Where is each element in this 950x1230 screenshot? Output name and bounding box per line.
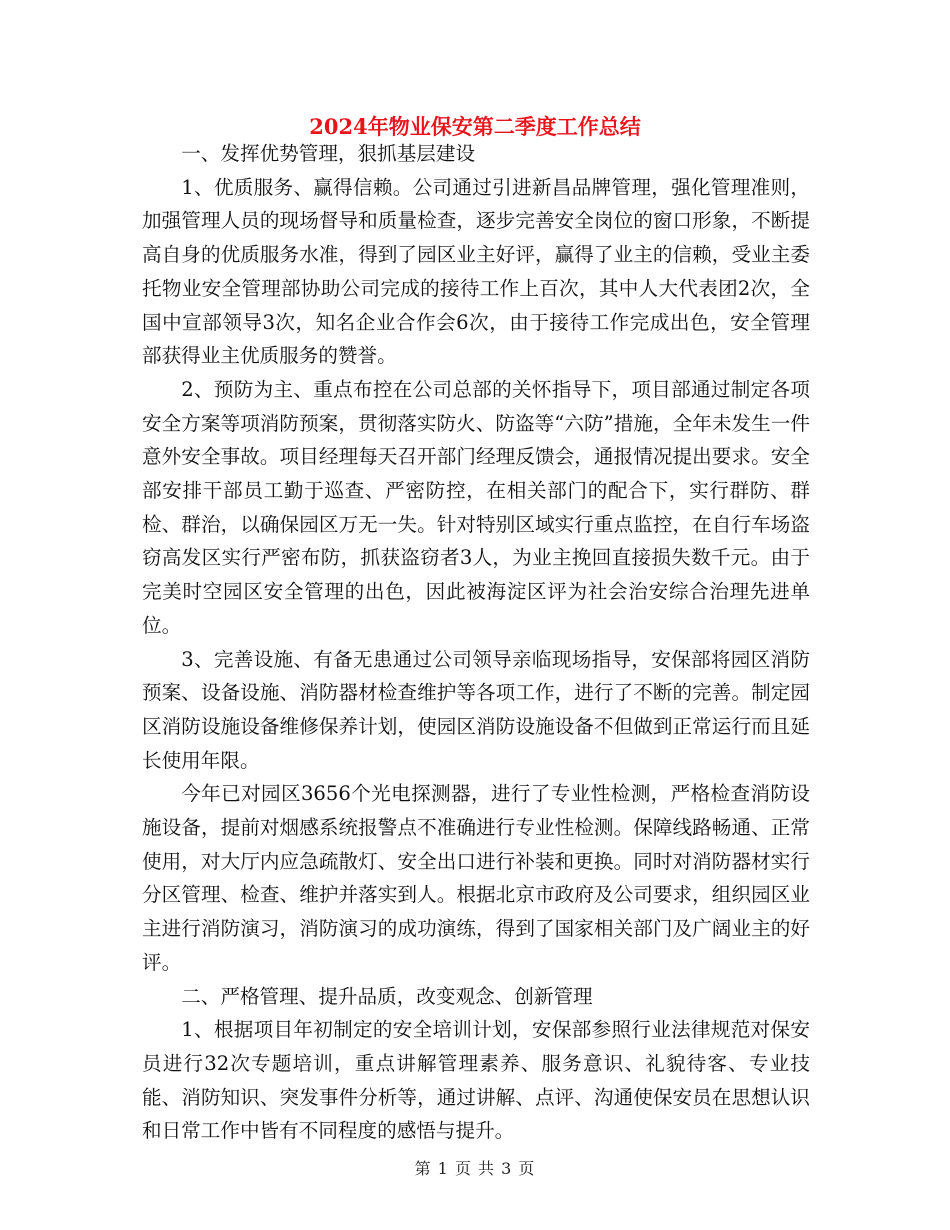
- paragraph-detectors: 今年已对园区3656个光电探测器，进行了专业性检测，严格检查消防设施设备，提前对烟感系统报警点不准确进行专业性检测。保障线路畅通、正常使用，对大厅内应急疏散灯、安全出口进行补装和更换。同时对消防器材实行分区管理、检查、维护并落实到人。根据北京市政府及公司要求，组织园区业主进行消防演习，消防演习的成功演练，得到了国家相关部门及广阔业主的好评。: [142, 782, 810, 974]
- paragraph-facilities: 3、完善设施、有备无患通过公司领导亲临现场指导，安保部将园区消防预案、设备设施、消防器材检查维护等各项工作，进行了不断的完善。制定园区消防设施设备维修保养计划，使园区消防设施设备不但做到正常运行而且延长使用年限。: [142, 647, 810, 772]
- document-title: 2024年物业保安第二季度工作总结: [309, 114, 641, 139]
- section-heading-2: 二、严格管理、提升品质，改变观念、创新管理: [181, 984, 593, 1008]
- paragraph-service: 1、优质服务、赢得信赖。公司通过引进新昌品牌管理，强化管理准则，加强管理人员的现场督导和质量检查，逐步完善安全岗位的窗口形象，不断提高自身的优质服务水准，得到了园区业主好评，赢得了业主的信赖，受业主委托物业安全管理部协助公司完成的接待工作上百次，其中人大代表团2次，全国中宣部领导3次，知名企业合作会6次，由于接待工作完成出色，安全管理部获得业主优质服务的赞誉。: [142, 175, 810, 368]
- paragraph-training: 1、根据项目年初制定的安全培训计划，安保部参照行业法律规范对保安员进行32次专题培训，重点讲解管理素养、服务意识、礼貌待客、专业技能、消防知识、突发事件分析等，通过讲解、点评、沟通使保安员在思想认识和日常工作中皆有不同程度的感悟与提升。: [142, 1018, 810, 1143]
- page-footer: 第 1 页 共 3 页: [414, 1159, 536, 1178]
- section-heading-1: 一、发挥优势管理，狠抓基层建设: [181, 142, 476, 165]
- document-body: [142, 137, 810, 1148]
- paragraph-prevention: 2、预防为主、重点布控在公司总部的关怀指导下，项目部通过制定各项安全方案等项消防预案，贯彻落实防火、防盗等“六防”措施，全年未发生一件意外安全事故。项目经理每天召开部门经理反馈会，通报情况提出要求。安全部安排干部员工勤于巡查、严密防控，在相关部门的配合下，实行群防、群检、群治，以确保园区万无一失。针对特别区域实行重点监控，在自行车场盗窃高发区实行严密布防，抓获盗窃者3人，为业主挽回直接损失数千元。由于完美时空园区安全管理的出色，因此被海淀区评为社会治安综合治理先进单位。: [142, 377, 810, 637]
